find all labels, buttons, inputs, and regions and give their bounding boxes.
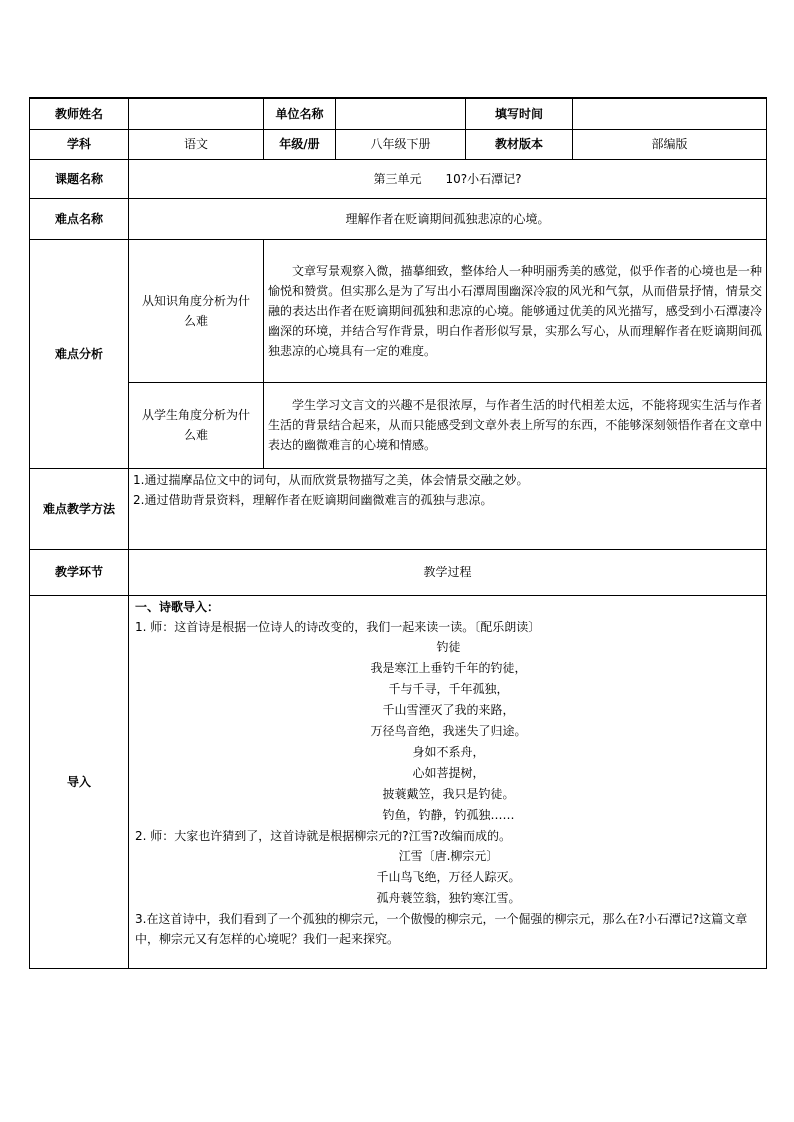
student-angle-text: 学生学习文言文的兴趣不是很浓厚，与作者生活的时代相差太远，不能将现实生活与作者生活的背景结合起来，从而只能感受到文章外表上所写的东西，不能够深刻领悟作者在文章中表达的幽微难言的心境和情感。 [264, 382, 767, 468]
subject-value: 语文 [129, 129, 264, 159]
process-label: 教学过程 [129, 549, 767, 595]
poem-jiangxue [135, 846, 762, 909]
analysis-knowledge-row [30, 239, 767, 382]
teacher-name-value [129, 98, 264, 129]
lesson-plan-table [29, 97, 767, 969]
knowledge-angle-label: 从知识角度分析为什么难 [129, 239, 264, 382]
method-list [129, 468, 767, 549]
analysis-label: 难点分析 [30, 239, 129, 468]
topic-label: 课题名称 [30, 159, 129, 198]
poem-line: 千与千寻，千年孤独， [388, 681, 509, 696]
difficulty-value: 理解作者在贬谪期间孤独悲凉的心境。 [129, 198, 767, 239]
grade-value: 八年级下册 [336, 129, 466, 159]
student-angle-label: 从学生角度分析为什么难 [129, 382, 264, 468]
teacher-name-label: 教师姓名 [30, 98, 129, 129]
intro-row [30, 595, 767, 968]
poem-line: 我是寒江上垂钓千年的钓徒， [370, 660, 527, 675]
analysis-student-row [30, 382, 767, 468]
knowledge-angle-text: 文章写景观察入微，描摹细致，整体给人一种明丽秀美的感觉，似乎作者的心境也是一种愉悦和赞赏。但实那么是为了写出小石潭周围幽深冷寂的风光和气氛，从而借景抒情，情景交融的表达出作者在贬谪期间孤独和悲凉的心境。能够通过优美的风光描写，感受到小石潭凄冷幽深的环境，并结合写作背景，明白作者形似写景，实那么写心，从而理解作者在贬谪期间孤独悲凉的心境具有一定的难度。 [264, 239, 767, 382]
header-row-1 [30, 98, 767, 129]
intro-step-1: 1. 师：这首诗是根据一位诗人的诗改变的，我们一起来读一读。〔配乐朗读〕 [135, 619, 541, 634]
poem-line: 孤舟蓑笠翁，独钓寒江雪。 [376, 890, 521, 905]
topic-row [30, 159, 767, 198]
poem-line: 千山雪湮灭了我的来路， [382, 702, 515, 717]
stage-label: 教学环节 [30, 549, 129, 595]
unit-name-value [336, 98, 466, 129]
intro-step-3: 3.在这首诗中，我们看到了一个孤独的柳宗元，一个傲慢的柳宗元，一个倔强的柳宗元，那么在?小石潭记?这篇文章中，柳宗元又有怎样的心境呢？我们一起来探究。 [135, 911, 748, 946]
topic-value: 第三单元 10?小石潭记? [129, 159, 767, 198]
method-item: 1.通过揣摩品位文中的词句，从而欣赏景物描写之美，体会情景交融之妙。 [133, 472, 529, 487]
method-label: 难点教学方法 [30, 468, 129, 549]
poem-line: 披蓑戴笠，我只是钓徒。 [382, 786, 515, 801]
subject-label: 学科 [30, 129, 129, 159]
intro-content [129, 595, 767, 968]
method-row [30, 468, 767, 549]
unit-name-label: 单位名称 [264, 98, 336, 129]
intro-label: 导入 [30, 595, 129, 968]
intro-step-2: 2. 师：大家也许猜到了，这首诗就是根据柳宗元的?江雪?改编而成的。 [135, 828, 512, 843]
poem-line: 江雪〔唐.柳宗元〕 [398, 848, 499, 863]
edition-label: 教材版本 [466, 129, 573, 159]
poem-line: 钓徒 [436, 639, 461, 654]
difficulty-row [30, 198, 767, 239]
edition-value: 部编版 [573, 129, 767, 159]
fill-time-label: 填写时间 [466, 98, 573, 129]
intro-heading: 一、诗歌导入： [135, 599, 220, 614]
poem-line: 身如不系舟， [412, 744, 485, 759]
process-header-row [30, 549, 767, 595]
header-row-2 [30, 129, 767, 159]
grade-label: 年级/册 [264, 129, 336, 159]
poem-line: 千山鸟飞绝，万径人踪灭。 [376, 869, 521, 884]
poem-line: 万径鸟音绝，我迷失了归途。 [370, 723, 527, 738]
difficulty-label: 难点名称 [30, 198, 129, 239]
poem-line: 钓鱼，钓静，钓孤独…… [382, 807, 515, 822]
method-item: 2.通过借助背景资料，理解作者在贬谪期间幽微难言的孤独与悲凉。 [133, 492, 493, 507]
poem-diaotu [135, 637, 762, 826]
fill-time-value [573, 98, 767, 129]
poem-line: 心如菩提树， [412, 765, 485, 780]
